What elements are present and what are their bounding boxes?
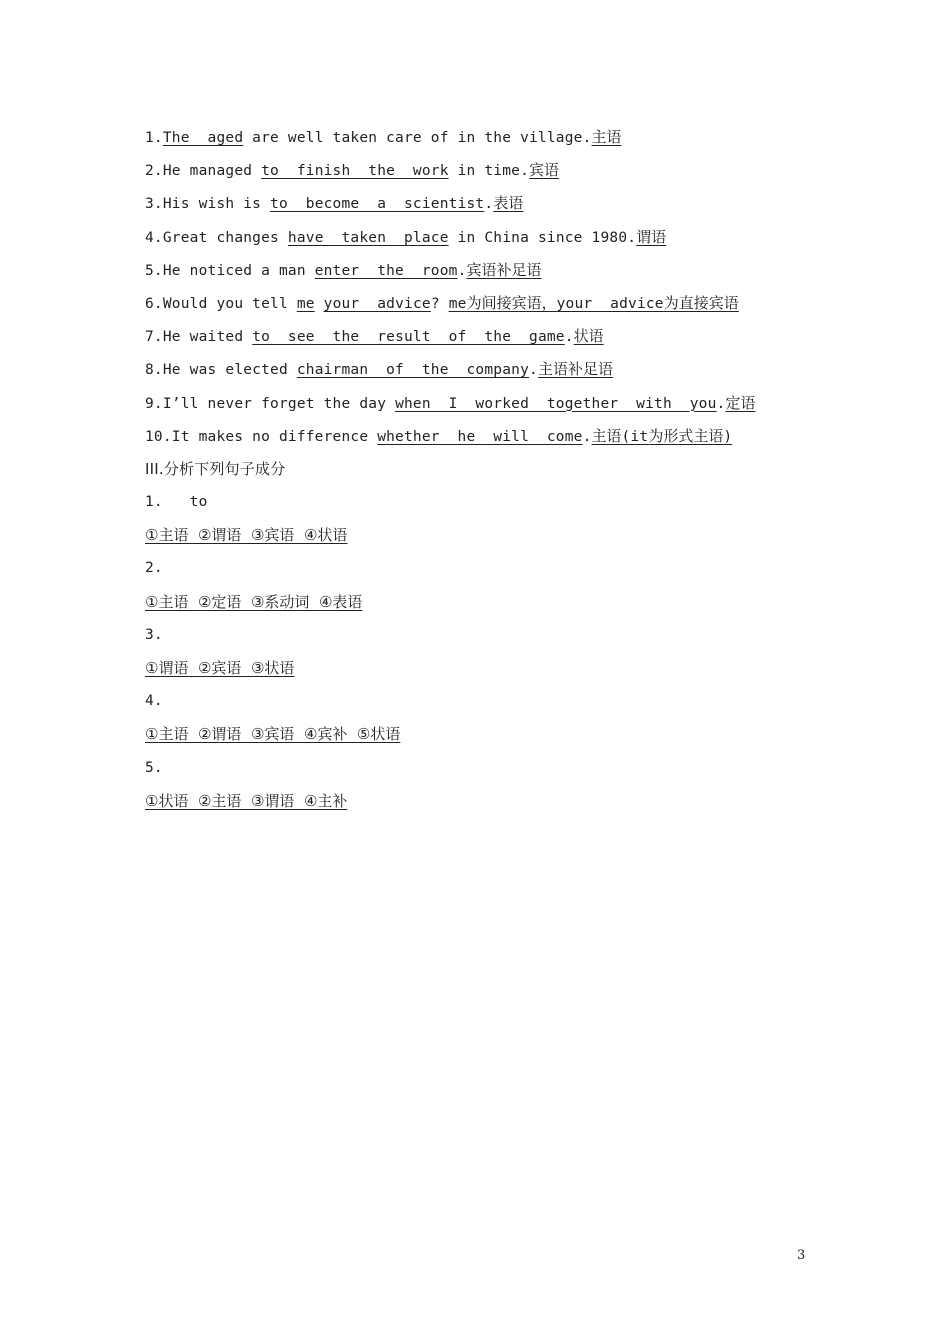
analysis-item-label: 3.: [145, 626, 163, 643]
underlined-answer: enter the room: [314, 262, 458, 279]
answer-line: [145, 158, 825, 191]
sentence-text: are well taken care of in the village.: [243, 130, 592, 146]
sentence-text: It makes no difference: [171, 428, 378, 445]
section-heading: III.分析下列句子成分: [145, 459, 286, 478]
sentence-text: .: [457, 262, 467, 279]
sentence-text: .: [716, 395, 726, 412]
analysis-item-answer: [145, 523, 825, 556]
underlined-answer: 表语: [493, 194, 524, 213]
underlined-answer: ①状语 ②主语 ③谓语 ④主补: [145, 791, 348, 810]
analysis-item-label: 2.: [145, 560, 163, 577]
sentence-text: Would you tell: [162, 295, 297, 312]
sentence-text: He was elected: [162, 362, 297, 379]
item-number: 3.: [145, 196, 163, 213]
underlined-answer: 定语: [725, 393, 756, 412]
underlined-answer: 主语补足语: [537, 360, 613, 379]
sentence-text: Great changes: [162, 229, 288, 246]
item-number: 6.: [145, 295, 163, 312]
page-number: 3: [797, 1248, 806, 1263]
underlined-answer: ①主语 ②谓语 ③宾语 ④宾补 ⑤状语: [145, 725, 401, 744]
sentence-text: in China since 1980.: [448, 229, 637, 246]
underlined-answer: 主语: [591, 426, 622, 445]
underlined-answer: to see the result of the game: [252, 329, 565, 346]
sentence-text: He waited: [162, 329, 253, 346]
underlined-answer: The aged: [162, 130, 244, 146]
sentence-analysis-section: [145, 457, 825, 822]
sentence-component-answers: [145, 125, 825, 457]
underlined-answer: ①主语 ②定语 ③系动词 ④表语: [145, 592, 363, 611]
underlined-answer: 宾语: [529, 161, 560, 180]
answer-line: [145, 191, 825, 224]
item-number: 4.: [145, 229, 163, 246]
underlined-answer: ①主语 ②谓语 ③宾语 ④状语: [145, 526, 348, 545]
answer-line: [145, 357, 825, 390]
underlined-answer: your advice: [556, 295, 664, 312]
underlined-answer: have taken place: [287, 229, 449, 246]
underlined-answer: 状语: [573, 327, 604, 346]
underlined-answer: 宾语补足语: [466, 260, 542, 279]
item-number: 10.: [145, 428, 172, 445]
analysis-item-answer: [145, 656, 825, 689]
underlined-answer: me: [296, 295, 315, 312]
answer-line: [145, 324, 825, 357]
item-number: 5.: [145, 262, 163, 279]
answer-line: [145, 291, 825, 324]
sentence-text: ?: [430, 295, 449, 312]
analysis-item-answer: [145, 722, 825, 755]
answer-line: [145, 391, 825, 424]
analysis-items: [145, 490, 825, 822]
sentence-text: in time.: [448, 163, 530, 180]
sentence-text: He noticed a man: [162, 262, 315, 279]
underlined-answer: chairman of the company: [296, 362, 530, 379]
sentence-text: .: [484, 196, 494, 213]
answer-line: [145, 258, 825, 291]
underlined-answer: (it: [621, 428, 649, 445]
underlined-answer: your advice: [323, 295, 431, 312]
page-content: [145, 125, 825, 822]
sentence-text: [315, 296, 324, 312]
underlined-answer: 为形式主语: [648, 426, 724, 445]
underlined-answer: 为间接宾语，: [466, 293, 557, 312]
underlined-answer: 谓语: [636, 227, 667, 246]
sentence-text: .: [564, 329, 574, 346]
item-number: 2.: [145, 163, 163, 180]
underlined-answer: ①谓语 ②宾语 ③状语: [145, 659, 295, 677]
underlined-answer: 主语: [591, 128, 622, 146]
sentence-text: .: [582, 428, 592, 445]
item-number: 9.: [145, 395, 163, 412]
underlined-answer: 为直接宾语: [663, 293, 739, 312]
analysis-item-answer: [145, 590, 825, 623]
sentence-text: .: [529, 362, 538, 379]
analysis-item-label: 1. to: [145, 494, 208, 511]
underlined-answer: when I worked together with you: [395, 395, 717, 412]
sentence-text: He managed: [162, 163, 262, 180]
underlined-answer: ): [723, 428, 733, 445]
item-number: 8.: [145, 362, 163, 379]
answer-line: [145, 424, 825, 457]
underlined-answer: to finish the work: [261, 163, 449, 180]
answer-line: [145, 225, 825, 258]
underlined-answer: me: [448, 295, 467, 312]
underlined-answer: to become a scientist: [270, 196, 485, 213]
analysis-item-label: 4.: [145, 693, 163, 710]
sentence-text: I’ll never forget the day: [162, 395, 396, 412]
item-number: 1.: [145, 130, 163, 146]
underlined-answer: whether he will come: [377, 428, 583, 445]
item-number: 7.: [145, 329, 163, 346]
answer-line: [145, 125, 825, 158]
analysis-item-answer: [145, 789, 825, 822]
sentence-text: His wish is: [162, 196, 271, 213]
analysis-item-label: 5.: [145, 759, 163, 776]
